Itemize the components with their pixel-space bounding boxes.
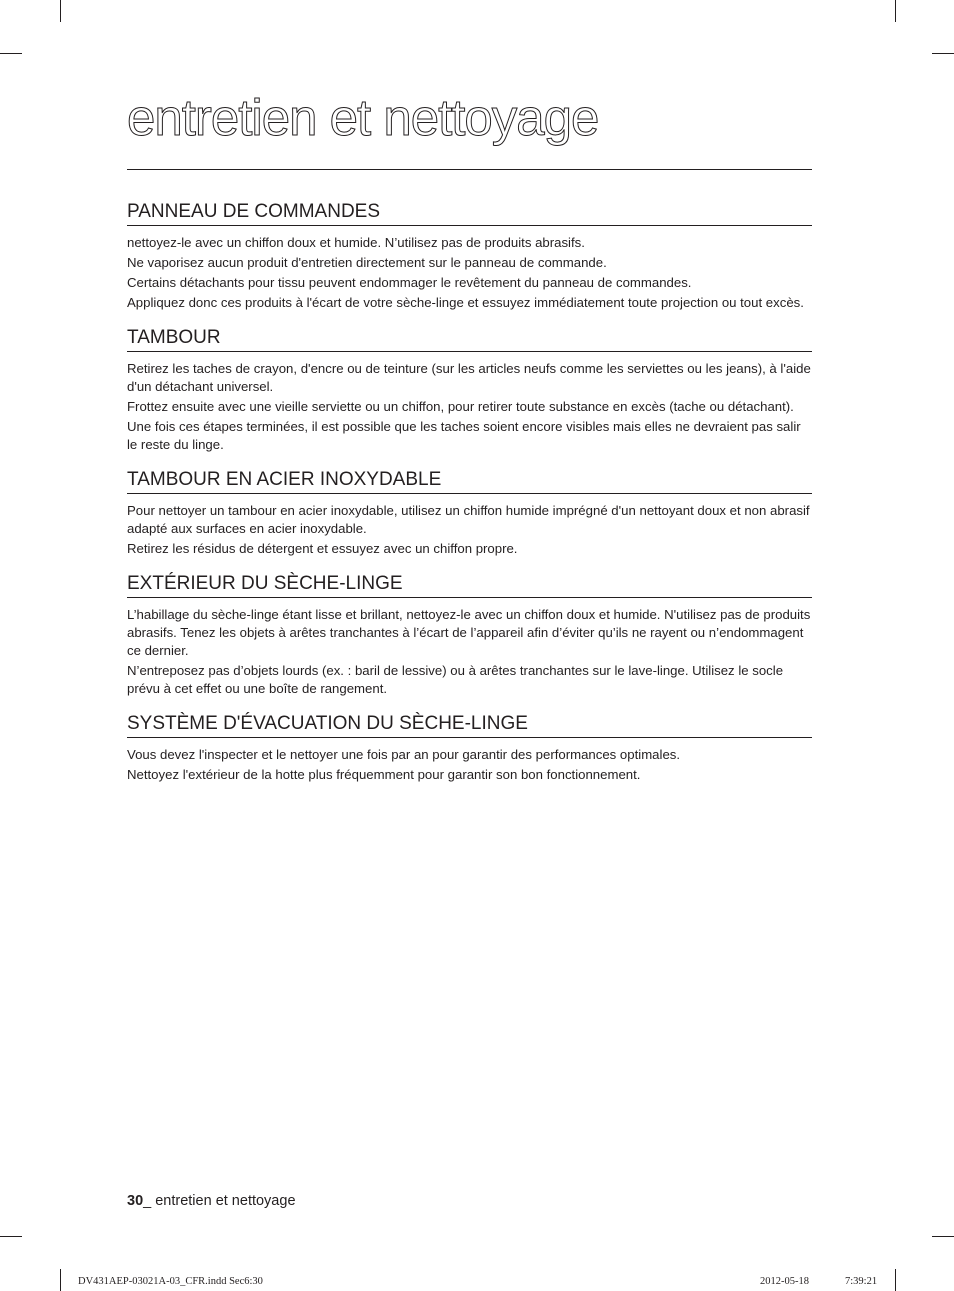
paragraph: Appliquez donc ces produits à l'écart de votre sèche-linge et essuyez immédiatement toute projection ou tout excès. xyxy=(127,295,804,310)
section xyxy=(127,570,812,698)
section xyxy=(127,324,812,454)
page-number: 30 xyxy=(127,1193,144,1209)
paragraph: Une fois ces étapes terminées, il est possible que les taches soient encore visibles mais elles ne devraient pas salir le reste du linge. xyxy=(127,419,801,452)
paragraph: Retirez les taches de crayon, d'encre ou de teinture (sur les articles neufs comme les serviettes ou les jeans), à l'aide d'un détachant universel. xyxy=(127,361,811,394)
section-body xyxy=(127,352,812,454)
paragraph: N’entreposez pas d’objets lourds (ex. : baril de lessive) ou à arêtes tranchantes sur le lave-linge. Utilisez le socle prévu à cet effet ou une boîte de rangement. xyxy=(127,663,784,696)
crop-mark-bottom-left-vertical xyxy=(60,1269,61,1291)
main-content xyxy=(127,198,812,796)
footer-label: _ entretien et nettoyage xyxy=(143,1193,296,1209)
crop-mark-top-left-horizontal xyxy=(0,53,22,54)
section xyxy=(127,710,812,784)
section-body xyxy=(127,494,812,558)
paragraph: Retirez les résidus de détergent et essuyez avec un chiffon propre. xyxy=(127,541,518,556)
paragraph: Frottez ensuite avec une vieille serviette ou un chiffon, pour retirer toute substance en excès (tache ou détachant). xyxy=(127,399,794,414)
page-footer xyxy=(127,1192,296,1210)
section-body xyxy=(127,226,812,312)
page-title-block xyxy=(127,88,812,170)
paragraph: L’habillage du sèche-linge étant lisse et brillant, nettoyez-le avec un chiffon doux et humide. N'utilisez pas de produits abrasifs. Tenez les objets à arêtes tranchantes à l’écart de l’appareil afin d’éviter qu’ils ne rayent ou n’endommagent ce dernier. xyxy=(127,607,811,658)
slug-date: 2012-05-18 xyxy=(760,1276,809,1287)
section-heading: TAMBOUR xyxy=(127,324,812,352)
section-heading: EXTÉRIEUR DU SÈCHE-LINGE xyxy=(127,570,812,598)
section-body xyxy=(127,738,812,784)
crop-mark-bottom-right-vertical xyxy=(895,1269,896,1291)
crop-mark-bottom-left-horizontal xyxy=(0,1236,22,1237)
crop-mark-top-left-vertical xyxy=(60,0,61,22)
crop-mark-bottom-right-horizontal xyxy=(932,1236,954,1237)
paragraph: Vous devez l'inspecter et le nettoyer une fois par an pour garantir des performances optimales. xyxy=(127,747,681,762)
slug-time: 7:39:21 xyxy=(845,1276,878,1287)
paragraph: Certains détachants pour tissu peuvent endommager le revêtement du panneau de commandes. xyxy=(127,275,692,290)
crop-mark-top-right-vertical xyxy=(895,0,896,22)
page-title: entretien et nettoyage xyxy=(127,88,599,146)
paragraph: Ne vaporisez aucun produit d'entretien directement sur le panneau de commande. xyxy=(127,255,607,270)
paragraph: nettoyez-le avec un chiffon doux et humide. N’utilisez pas de produits abrasifs. xyxy=(127,235,585,250)
section-heading: PANNEAU DE COMMANDES xyxy=(127,198,812,226)
section-heading: TAMBOUR EN ACIER INOXYDABLE xyxy=(127,466,812,494)
paragraph: Pour nettoyer un tambour en acier inoxydable, utilisez un chiffon humide imprégné d'un nettoyant doux et non abrasif adapté aux surfaces en acier inoxydable. xyxy=(127,503,810,536)
section xyxy=(127,466,812,558)
slug-file: DV431AEP-03021A-03_CFR.indd Sec6:30 xyxy=(78,1276,263,1287)
paragraph: Nettoyez l'extérieur de la hotte plus fréquemment pour garantir son bon fonctionnement. xyxy=(127,767,641,782)
section-heading: SYSTÈME D'ÉVACUATION DU SÈCHE-LINGE xyxy=(127,710,812,738)
section-body xyxy=(127,598,812,698)
section xyxy=(127,198,812,312)
crop-mark-top-right-horizontal xyxy=(932,53,954,54)
